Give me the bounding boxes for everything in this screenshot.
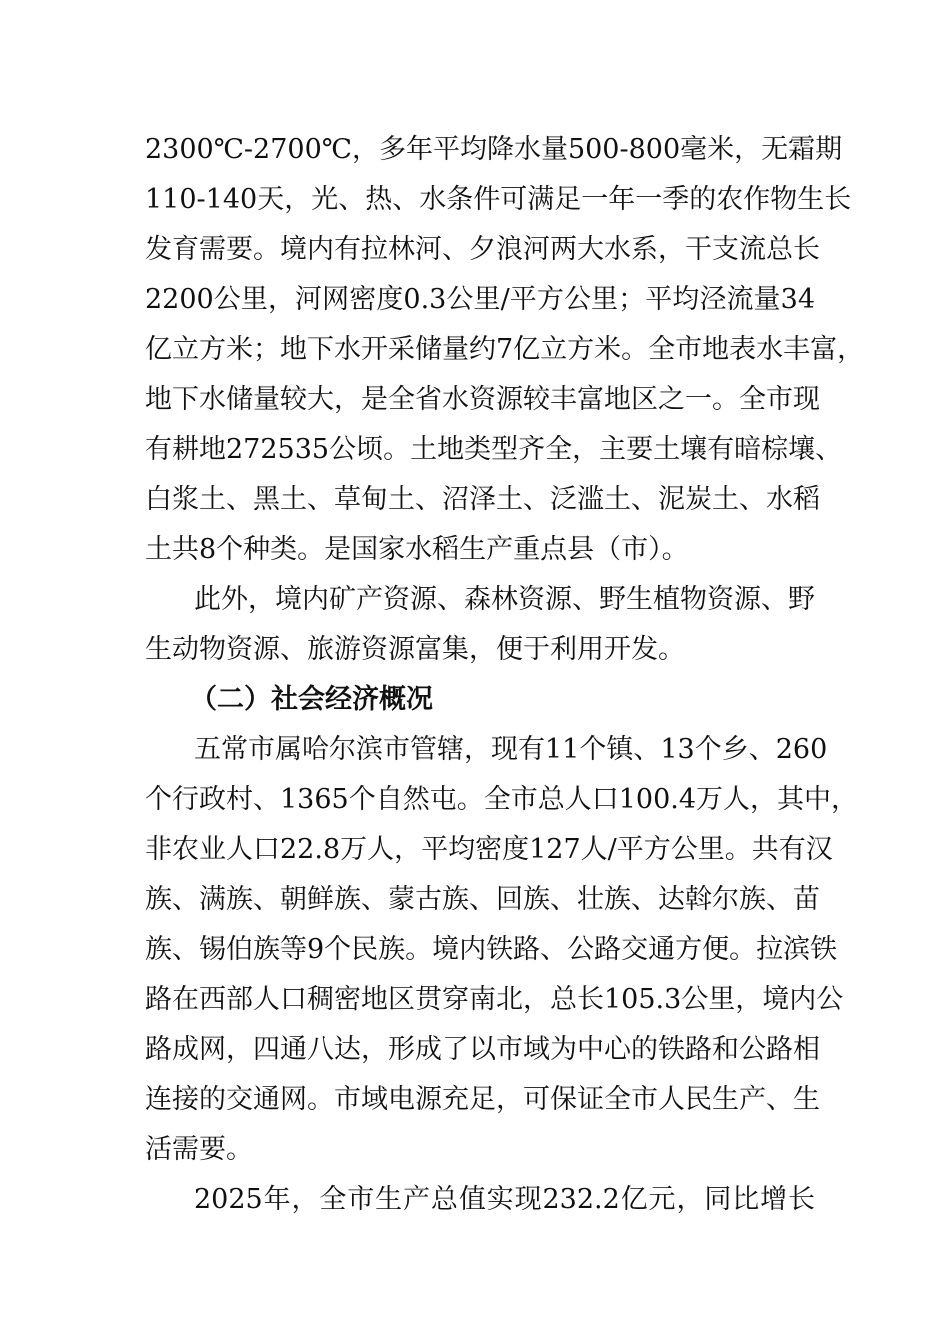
- paragraph-line: 活需要。: [145, 1134, 253, 1165]
- paragraph-line: 非农业人口22.8万人，平均密度127人/平方公里。共有汉: [145, 834, 833, 865]
- paragraph-line: 族、满族、朝鲜族、蒙古族、回族、壮族、达斡尔族、苗: [145, 884, 820, 915]
- paragraph-line: 连接的交通网。市域电源充足，可保证全市人民生产、生: [145, 1084, 820, 1115]
- paragraph-line: 有耕地272535公顷。土地类型齐全，主要土壤有暗棕壤、: [145, 434, 843, 465]
- paragraph-line: 五常市属哈尔滨市管辖，现有11个镇、13个乡、260: [194, 734, 828, 765]
- paragraph-line: 2300℃-2700℃，多年平均降水量500-800毫米，无霜期: [145, 134, 843, 165]
- paragraph-line: 地下水储量较大，是全省水资源较丰富地区之一。全市现: [145, 384, 820, 415]
- paragraph-line: 2025年，全市生产总值实现232.2亿元，同比增长: [194, 1184, 815, 1215]
- paragraph-line: 白浆土、黑土、草甸土、沼泽土、泛滥土、泥炭土、水稻: [145, 484, 820, 515]
- paragraph-line: 亿立方米；地下水开采储量约7亿立方米。全市地表水丰富，: [145, 334, 865, 365]
- paragraph-line: 路在西部人口稠密地区贯穿南北，总长105.3公里，境内公: [145, 984, 844, 1015]
- section-heading: （二）社会经济概况: [190, 684, 433, 715]
- paragraph-line: 110-140天，光、热、水条件可满足一年一季的农作物生长: [145, 184, 852, 215]
- paragraph-line: 生动物资源、旅游资源富集，便于利用开发。: [145, 634, 685, 665]
- paragraph-line: 发育需要。境内有拉林河、夕浪河两大水系，干支流总长: [145, 234, 820, 265]
- paragraph-line: 土共8个种类。是国家水稻生产重点县（市）。: [145, 534, 689, 565]
- paragraph-line: 此外，境内矿产资源、森林资源、野生植物资源、野: [194, 584, 815, 615]
- paragraph-line: 个行政村、1365个自然屯。全市总人口100.4万人，其中，: [145, 784, 859, 815]
- paragraph-line: 2200公里，河网密度0.3公里/平方公里；平均泾流量34: [145, 284, 815, 315]
- paragraph-line: 族、锡伯族等9个民族。境内铁路、公路交通方便。拉滨铁: [145, 934, 838, 965]
- paragraph-line: 路成网，四通八达，形成了以市域为中心的铁路和公路相: [145, 1034, 820, 1065]
